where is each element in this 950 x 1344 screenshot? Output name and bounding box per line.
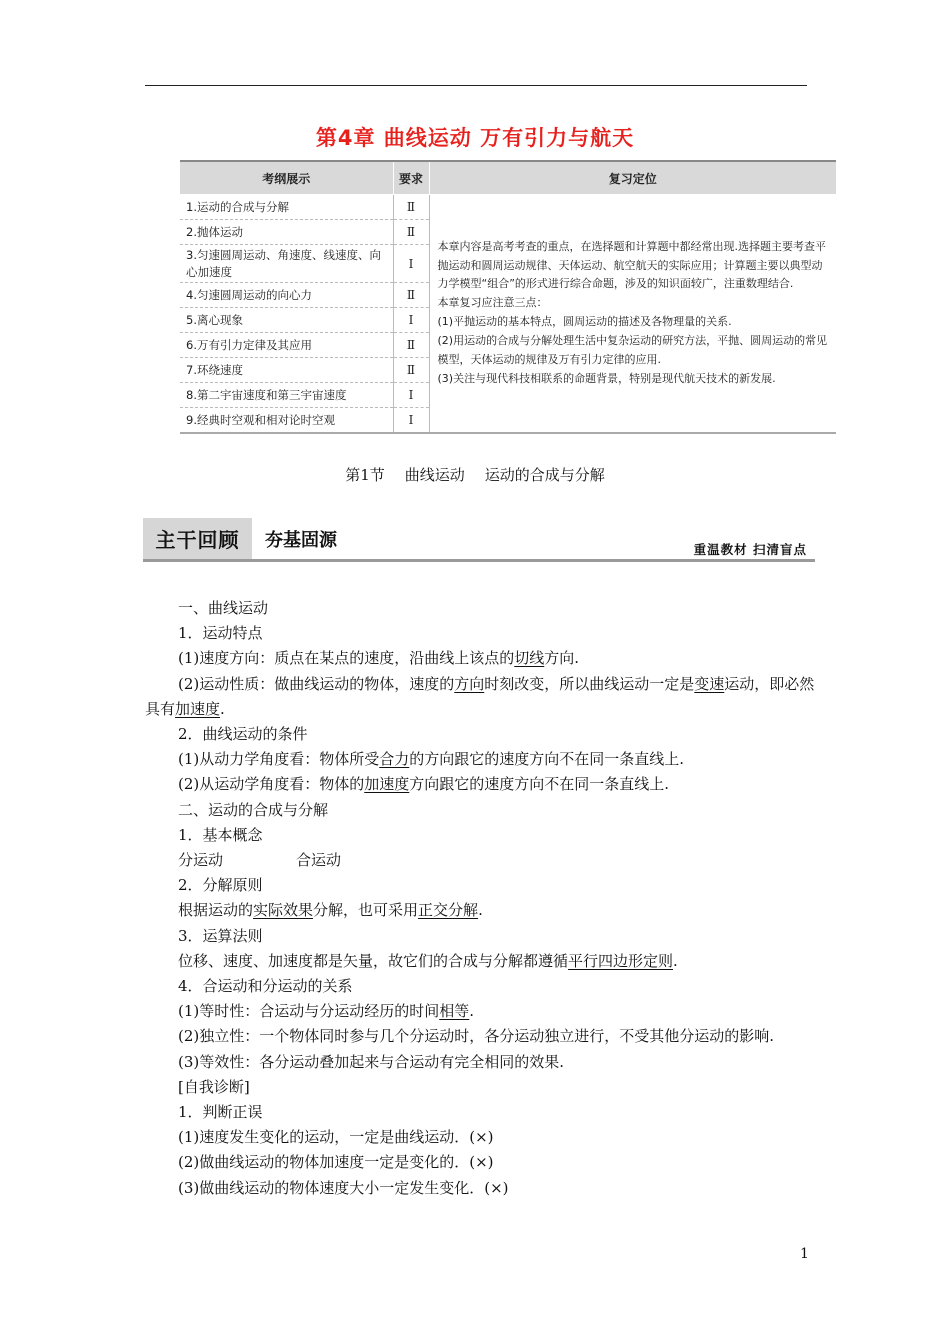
topic-cell: 1.运动的合成与分解: [180, 195, 393, 220]
answer-blank: 切线: [514, 649, 545, 668]
concept-row: [145, 848, 815, 873]
topic-cell: 5.离心现象: [180, 308, 393, 333]
req-cell: Ⅱ: [393, 220, 429, 245]
review-text: 本章复习应注意三点：: [437, 296, 548, 310]
subheading: 3．运算法则: [178, 926, 263, 945]
section-title-1: 曲线运动: [404, 466, 465, 484]
req-cell: Ⅰ: [393, 245, 429, 283]
answer-blank: 变速: [694, 674, 725, 693]
judgment-item: (1)速度发生变化的运动，一定是曲线运动．(×): [178, 1128, 494, 1147]
req-cell: Ⅰ: [393, 383, 429, 408]
topic-cell: 9.经典时空观和相对论时空观: [180, 408, 393, 433]
subheading: 2．曲线运动的条件: [178, 725, 308, 744]
paragraph: (2)独立性：一个物体同时参与几个分运动时，各分运动独立进行，不受其他分运动的影响.: [178, 1027, 775, 1046]
req-cell: Ⅱ: [393, 333, 429, 358]
answer-blank: 加速度: [364, 775, 410, 794]
subheading: 4．合运动和分运动的关系: [178, 977, 353, 996]
paragraph: 根据运动的实际效果分解，也可采用正交分解.: [178, 901, 483, 920]
req-cell: Ⅰ: [393, 308, 429, 333]
banner-tagline: 重温教材 扫清盲点: [693, 542, 807, 557]
topic-cell: 7.环绕速度: [180, 358, 393, 383]
banner-subtitle: 夯基固源: [265, 530, 337, 551]
chapter-title: 第4章 曲线运动 万有引力与航天: [315, 126, 635, 150]
topic-cell: 6.万有引力定律及其应用: [180, 333, 393, 358]
topic-cell: 8.第二宇宙速度和第三宇宙速度: [180, 383, 393, 408]
header-review: 复习定位: [429, 161, 836, 195]
paragraph: (1)从动力学角度看：物体所受合力的方向跟它的速度方向不在同一条直线上.: [178, 750, 685, 769]
banner-rule: [143, 559, 815, 562]
self-diagnosis-label: [自我诊断]: [178, 1077, 250, 1096]
req-cell: Ⅱ: [393, 283, 429, 308]
page-number: 1: [800, 1246, 809, 1262]
answer-blank: 加速度: [175, 699, 221, 718]
answer-blank: 方向: [454, 674, 485, 693]
heading: 一、曲线运动: [178, 599, 269, 617]
main-content: [145, 596, 815, 1201]
heading: 二、运动的合成与分解: [178, 800, 329, 819]
review-text: 本章内容是高考考查的重点，在选择题和计算题中都经常出现.选择题主要考查平抛运动和圆周运动规律、天体运动、航空航天的实际应用；计算题主要以典型动力学模型“组合”的形式进行综合命题，涉及的知识面较广，注重数理结合.: [437, 239, 826, 291]
answer-blank: 实际效果: [253, 901, 314, 920]
answer-blank: 正交分解: [418, 901, 479, 920]
review-text: (2)用运动的合成与分解处理生活中复杂运动的研究方法，平抛、圆周运动的常见模型，天体运动的规律及万有引力定律的应用.: [437, 334, 828, 367]
judgment-item: (3)做曲线运动的物体速度大小一定发生变化．(×): [178, 1178, 509, 1197]
subheading: 1．判断正误: [178, 1103, 263, 1122]
answer-blank: 平行四边形定则: [568, 951, 674, 970]
paragraph: 位移、速度、加速度都是矢量，故它们的合成与分解都遵循平行四边形定则.: [178, 951, 678, 970]
answer-blank: 相等: [439, 1002, 470, 1021]
subheading: 1．基本概念: [178, 825, 263, 844]
paragraph: (1)等时性：合运动与分运动经历的时间相等.: [178, 1002, 475, 1021]
review-description: [429, 195, 836, 433]
paragraph: (2)从运动学角度看：物体的加速度方向跟它的速度方向不在同一条直线上.: [178, 775, 670, 794]
req-cell: Ⅱ: [393, 195, 429, 220]
subheading: 2．分解原则: [178, 876, 263, 895]
topic-cell: 4.匀速圆周运动的向心力: [180, 283, 393, 308]
topic-cell: 2.抛体运动: [180, 220, 393, 245]
header-outline: 考纲展示: [180, 161, 393, 195]
review-text: (3)关注与现代科技相联系的命题背景，特别是现代航天技术的新发展.: [437, 371, 776, 385]
review-text: (1)平抛运动的基本特点，圆周运动的描述及各物理量的关系.: [437, 315, 732, 329]
req-cell: Ⅰ: [393, 408, 429, 433]
section-number: 第1节: [345, 466, 385, 484]
banner-label: 主干回顾: [143, 518, 252, 562]
header-rule: [145, 85, 807, 86]
section-title-2: 运动的合成与分解: [484, 466, 605, 484]
paragraph: (2)运动性质：做曲线运动的物体，速度的方向时刻改变，所以曲线运动一定是变速运动，即必然具有加速度.: [145, 674, 815, 718]
answer-blank: 合力: [379, 750, 410, 769]
judgment-item: (2)做曲线运动的物体加速度一定是变化的．(×): [178, 1153, 494, 1172]
header-requirement: 要求: [393, 161, 429, 195]
concept-component: 分运动: [178, 851, 224, 870]
paragraph: (3)等效性：各分运动叠加起来与合运动有完全相同的效果.: [178, 1052, 565, 1071]
concept-resultant: 合运动: [296, 851, 342, 870]
subheading: 1．运动特点: [178, 624, 263, 643]
topic-cell: 3.匀速圆周运动、角速度、线速度、向心加速度: [180, 245, 393, 283]
section-banner: [143, 518, 815, 562]
paragraph: (1)速度方向：质点在某点的速度，沿曲线上该点的切线方向.: [178, 649, 580, 668]
syllabus-table: [180, 160, 836, 434]
req-cell: Ⅱ: [393, 358, 429, 383]
section-title: [0, 464, 950, 485]
